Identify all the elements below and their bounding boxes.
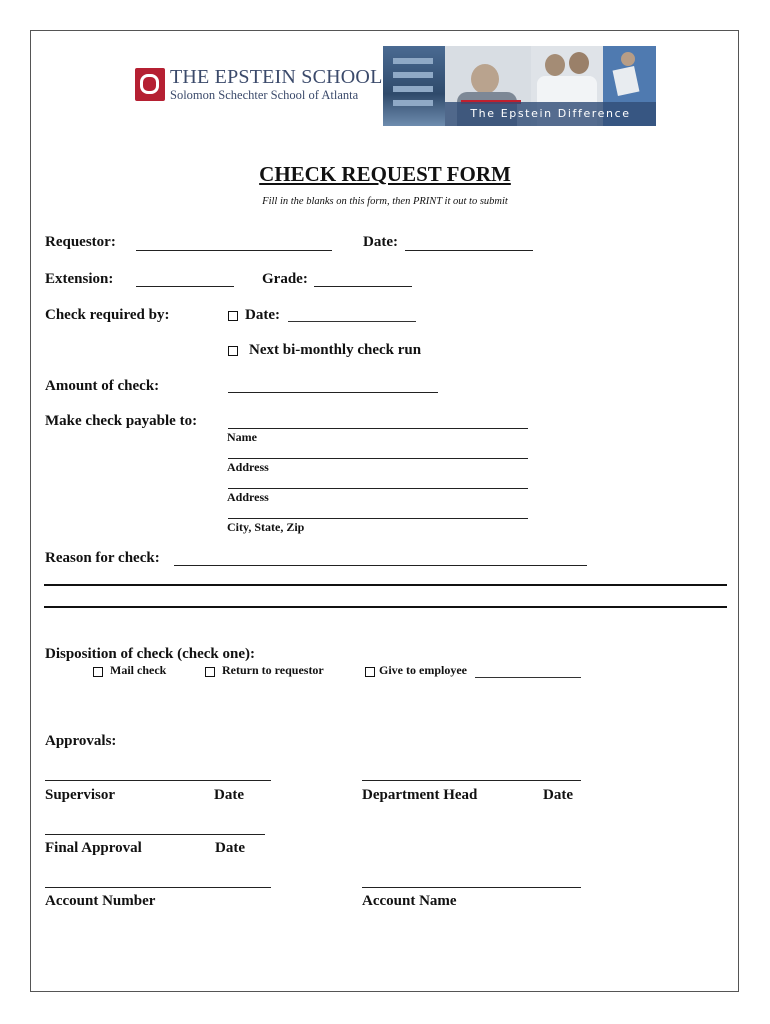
mail-check-checkbox[interactable] bbox=[93, 667, 103, 677]
dept-head-label: Department Head bbox=[362, 787, 478, 803]
final-approval-date-label: Date bbox=[215, 840, 245, 856]
bimonthly-label: Next bi-monthly check run bbox=[249, 342, 422, 358]
final-approval-label: Final Approval bbox=[45, 840, 142, 856]
give-employee-label: Give to employee bbox=[379, 663, 467, 677]
required-date-label: Date: bbox=[245, 307, 280, 323]
give-employee-field[interactable] bbox=[475, 677, 581, 678]
final-approval-signature-line[interactable] bbox=[45, 834, 265, 835]
payable-address2-label: Address bbox=[227, 490, 269, 504]
payable-name-label: Name bbox=[227, 430, 257, 444]
approvals-label: Approvals: bbox=[45, 733, 117, 749]
amount-field[interactable] bbox=[228, 392, 438, 393]
header-banner-image bbox=[383, 46, 656, 126]
payable-address1-field[interactable] bbox=[228, 458, 528, 459]
form-title: CHECK REQUEST FORM bbox=[259, 162, 511, 186]
reason-line-2[interactable] bbox=[44, 606, 727, 608]
required-date-field[interactable] bbox=[288, 321, 416, 322]
form-instructions: Fill in the blanks on this form, then PRINT it out to submit bbox=[262, 196, 508, 207]
dept-head-date-label: Date bbox=[543, 787, 573, 803]
account-name-line[interactable] bbox=[362, 887, 581, 888]
amount-label: Amount of check: bbox=[45, 378, 160, 394]
extension-field[interactable] bbox=[136, 286, 234, 287]
account-number-label: Account Number bbox=[45, 893, 156, 909]
date-label: Date: bbox=[363, 234, 398, 250]
school-subtitle: Solomon Schechter School of Atlanta bbox=[170, 88, 359, 102]
reason-label: Reason for check: bbox=[45, 550, 160, 566]
account-name-label: Account Name bbox=[362, 893, 457, 909]
check-required-label: Check required by: bbox=[45, 307, 170, 323]
account-number-line[interactable] bbox=[45, 887, 271, 888]
dept-head-signature-line[interactable] bbox=[362, 780, 581, 781]
reason-line-1[interactable] bbox=[44, 584, 727, 586]
requestor-field[interactable] bbox=[136, 250, 332, 251]
reason-field[interactable] bbox=[174, 565, 587, 566]
banner-caption: The Epstein Difference bbox=[445, 102, 656, 126]
school-logo-icon bbox=[135, 68, 165, 101]
payable-city-field[interactable] bbox=[228, 518, 528, 519]
disposition-label: Disposition of check (check one): bbox=[45, 646, 255, 662]
supervisor-signature-line[interactable] bbox=[45, 780, 271, 781]
required-date-checkbox[interactable] bbox=[228, 311, 238, 321]
bimonthly-checkbox[interactable] bbox=[228, 346, 238, 356]
school-name: THE EPSTEIN SCHOOL bbox=[170, 66, 383, 88]
return-requestor-checkbox[interactable] bbox=[205, 667, 215, 677]
grade-label: Grade: bbox=[262, 271, 308, 287]
extension-label: Extension: bbox=[45, 271, 114, 287]
payable-name-field[interactable] bbox=[228, 428, 528, 429]
date-field[interactable] bbox=[405, 250, 533, 251]
payable-address1-label: Address bbox=[227, 460, 269, 474]
give-employee-checkbox[interactable] bbox=[365, 667, 375, 677]
mail-check-label: Mail check bbox=[110, 663, 167, 677]
requestor-label: Requestor: bbox=[45, 234, 116, 250]
supervisor-date-label: Date bbox=[214, 787, 244, 803]
payable-address2-field[interactable] bbox=[228, 488, 528, 489]
payable-city-label: City, State, Zip bbox=[227, 520, 305, 534]
payable-label: Make check payable to: bbox=[45, 413, 198, 429]
return-requestor-label: Return to requestor bbox=[222, 663, 324, 677]
supervisor-label: Supervisor bbox=[45, 787, 116, 803]
grade-field[interactable] bbox=[314, 286, 412, 287]
